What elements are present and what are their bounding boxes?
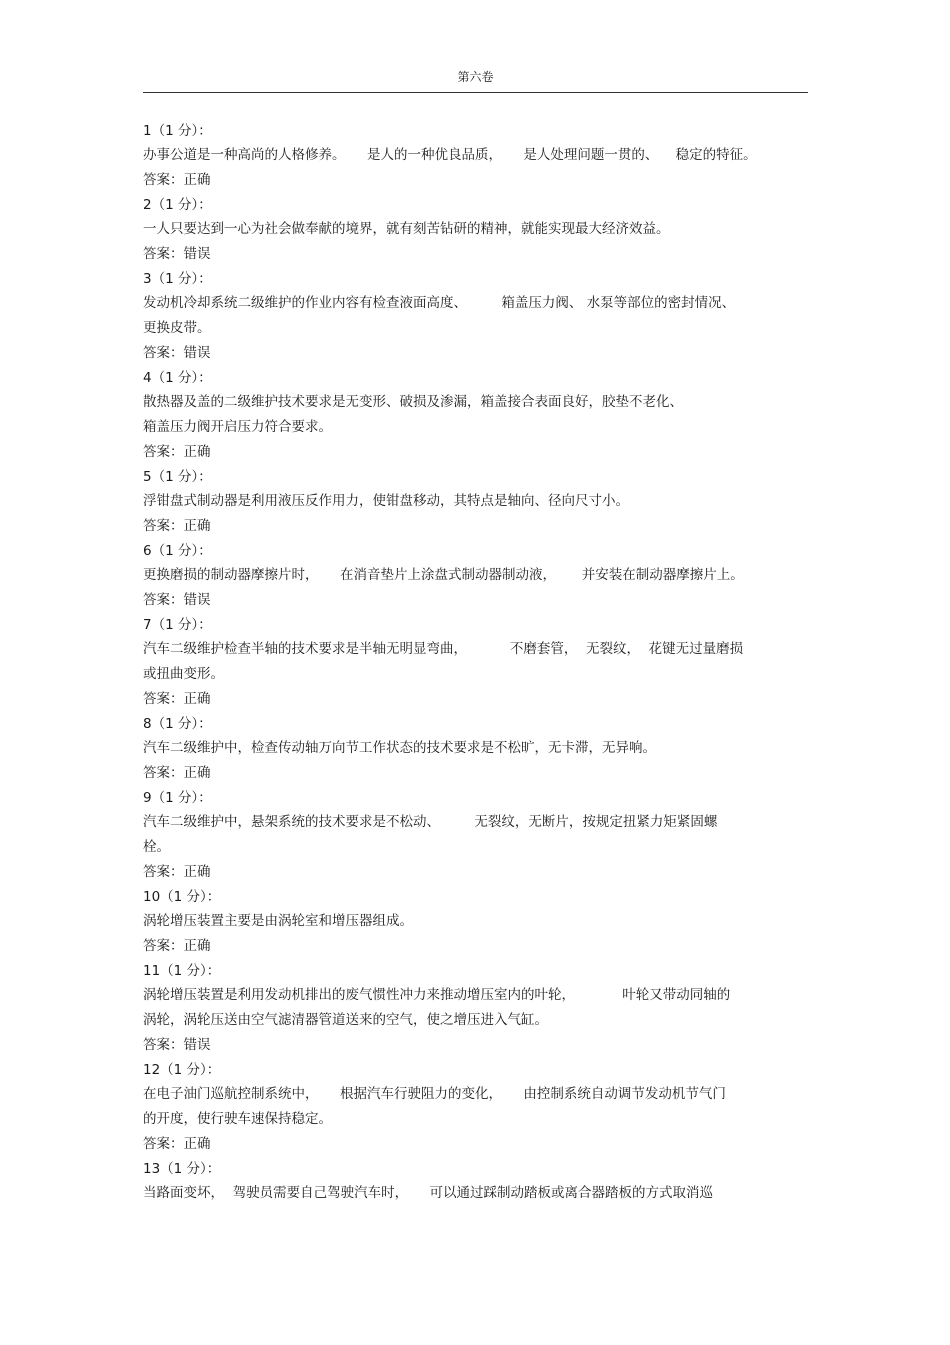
question-number: 7（1 分）：: [143, 617, 212, 633]
question-text: 更换磨损的制动器摩擦片时， 在消音垫片上涂盘式制动器制动液， 并安装在制动器摩擦片上。: [143, 567, 744, 583]
question-text: 在电子油门巡航控制系统中， 根据汽车行驶阻力的变化， 由控制系统自动调节发动机节气门: [143, 1086, 726, 1102]
question-number: 10（1 分）：: [143, 889, 221, 905]
page-title: 第六卷: [457, 70, 494, 84]
question-text: 汽车二级维护检查半轴的技术要求是半轴无明显弯曲， 不磨套管， 无裂纹， 花键无过量磨损: [143, 641, 744, 657]
question-number: 11（1 分）：: [143, 963, 221, 979]
question-answer: 答案：错误: [143, 592, 211, 608]
question-8: [143, 712, 808, 786]
question-12: [143, 1058, 808, 1157]
question-text: 散热器及盖的二级维护技术要求是无变形、破损及渗漏，箱盖接合表面良好，胶垫不老化、: [143, 394, 683, 410]
question-number: 3（1 分）：: [143, 271, 212, 287]
question-text: 涡轮，涡轮压送由空气滤清器管道送来的空气，使之增压进入气缸。: [143, 1012, 548, 1028]
question-text: 办事公道是一种高尚的人格修养。 是人的一种优良品质， 是人处理问题一贯的、 稳定的特征。: [143, 147, 757, 163]
question-number: 12（1 分）：: [143, 1062, 221, 1078]
question-text: 汽车二级维护中，悬架系统的技术要求是不松动、 无裂纹，无断片，按规定扭紧力矩紧固螺: [143, 814, 718, 830]
question-number: 8（1 分）：: [143, 716, 212, 732]
question-number: 1（1 分）：: [143, 123, 212, 139]
question-6: [143, 539, 808, 613]
question-list: [143, 119, 808, 1206]
question-13: [143, 1157, 808, 1206]
question-7: [143, 613, 808, 712]
question-answer: 答案：错误: [143, 246, 211, 262]
question-text: 箱盖压力阀开启压力符合要求。: [143, 419, 332, 435]
question-text: 栓。: [143, 839, 170, 855]
question-text: 涡轮增压装置是利用发动机排出的废气惯性冲力来推动增压室内的叶轮， 叶轮又带动同轴的: [143, 987, 731, 1003]
question-answer: 答案：正确: [143, 444, 211, 460]
question-answer: 答案：正确: [143, 938, 211, 954]
question-text: 或扭曲变形。: [143, 666, 224, 682]
question-number: 6（1 分）：: [143, 543, 212, 559]
question-text: 的开度，使行驶车速保持稳定。: [143, 1111, 332, 1127]
question-text: 更换皮带。: [143, 320, 211, 336]
question-text: 涡轮增压装置主要是由涡轮室和增压器组成。: [143, 913, 413, 929]
question-answer: 答案：错误: [143, 1037, 211, 1053]
question-4: [143, 366, 808, 465]
question-number: 9（1 分）：: [143, 790, 212, 806]
question-answer: 答案：正确: [143, 518, 211, 534]
question-number: 13（1 分）：: [143, 1161, 221, 1177]
question-answer: 答案：正确: [143, 1136, 211, 1152]
question-answer: 答案：正确: [143, 172, 211, 188]
question-text: 当路面变坏， 驾驶员需要自己驾驶汽车时， 可以通过踩制动踏板或离合器踏板的方式取消巡: [143, 1185, 714, 1201]
question-number: 4（1 分）：: [143, 370, 212, 386]
question-number: 5（1 分）：: [143, 469, 212, 485]
question-answer: 答案：正确: [143, 864, 211, 880]
question-5: [143, 465, 808, 539]
question-3: [143, 267, 808, 366]
question-text: 一人只要达到一心为社会做奉献的境界，就有刻苦钻研的精神，就能实现最大经济效益。: [143, 221, 670, 237]
question-10: [143, 885, 808, 959]
question-2: [143, 193, 808, 267]
question-1: [143, 119, 808, 193]
page-header: [143, 66, 808, 93]
question-text: 浮钳盘式制动器是利用液压反作用力，使钳盘移动，其特点是轴向、径向尺寸小。: [143, 493, 629, 509]
question-answer: 答案：正确: [143, 691, 211, 707]
question-9: [143, 786, 808, 885]
question-answer: 答案：错误: [143, 345, 211, 361]
question-number: 2（1 分）：: [143, 197, 212, 213]
question-text: 发动机冷却系统二级维护的作业内容有检查液面高度、 箱盖压力阀、 水泵等部位的密封情况、: [143, 295, 736, 311]
question-text: 汽车二级维护中，检查传动轴万向节工作状态的技术要求是不松旷，无卡滞，无异响。: [143, 740, 656, 756]
question-11: [143, 959, 808, 1058]
question-answer: 答案：正确: [143, 765, 211, 781]
